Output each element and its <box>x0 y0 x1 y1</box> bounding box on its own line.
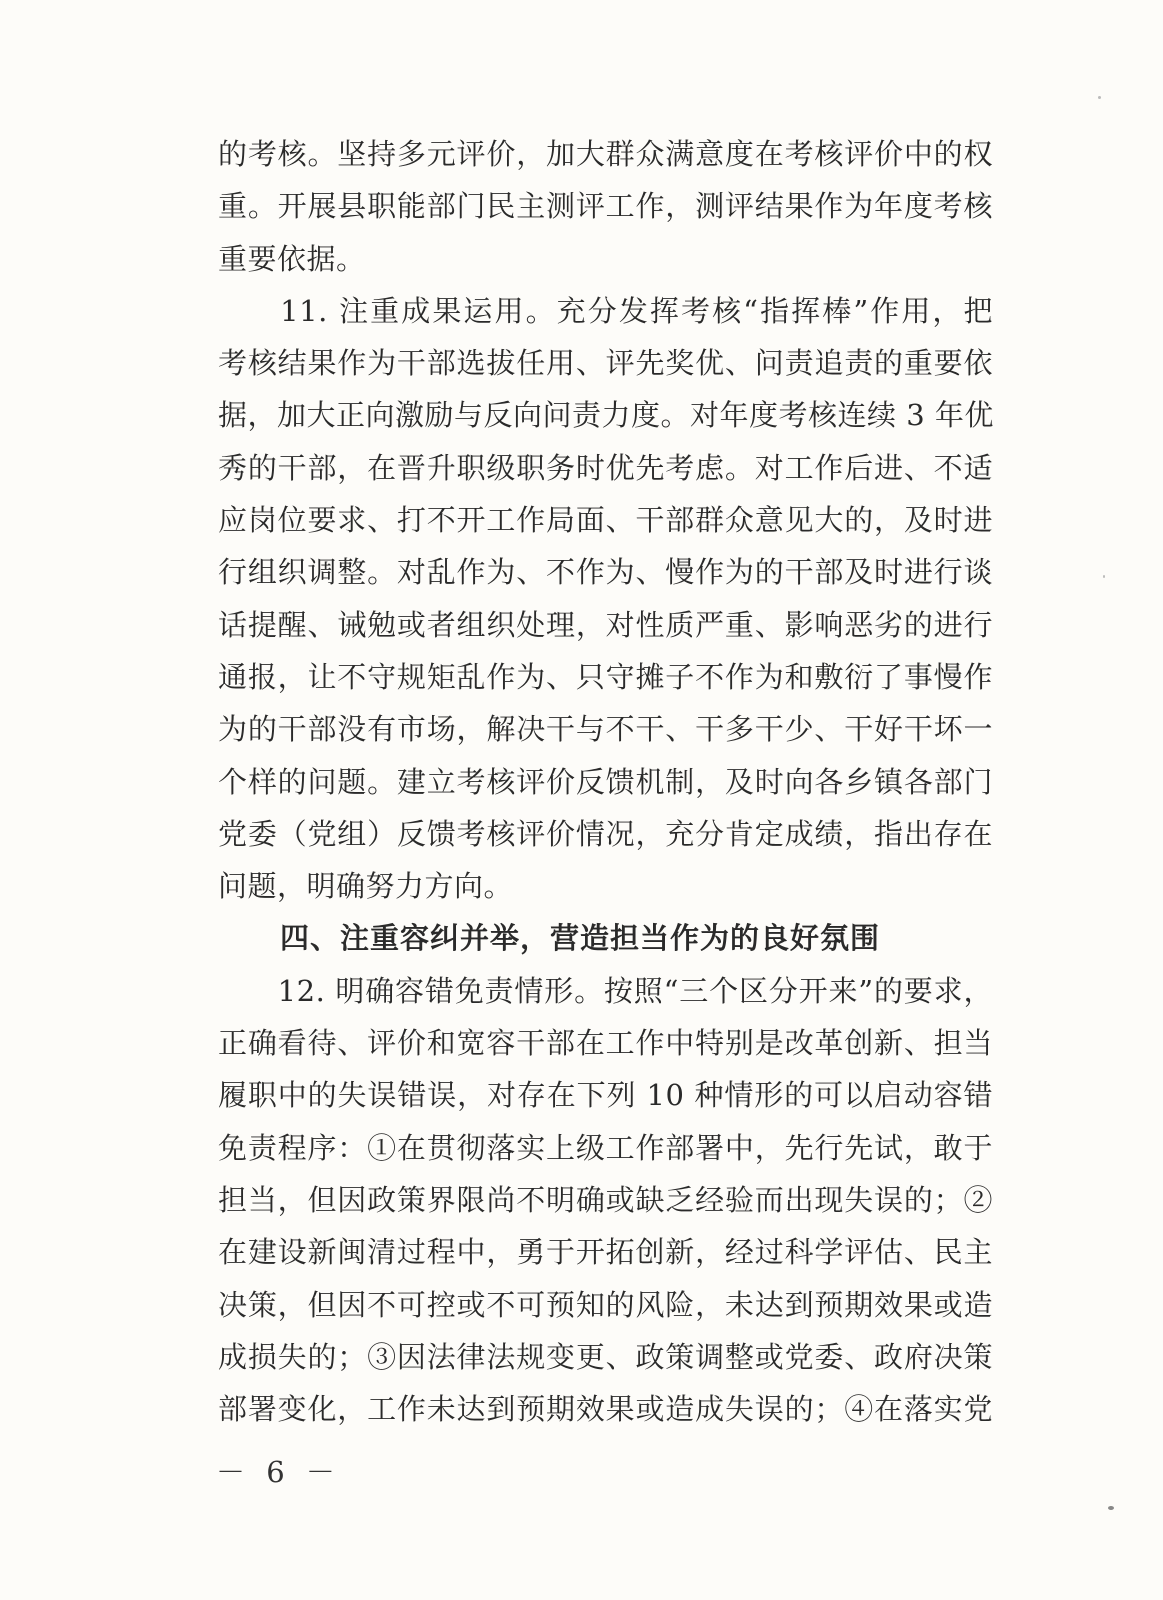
text-line: 据，加大正向激励与反向问责力度。对年度考核连续 3 年优 <box>218 398 994 433</box>
scan-speck <box>1108 1506 1114 1510</box>
text-line: 行组织调整。对乱作为、不作为、慢作为的干部及时进行谈 <box>218 555 993 590</box>
scan-speck <box>1103 575 1105 578</box>
text-line: 在建设新闽清过程中，勇于开拓创新，经过科学评估、民主 <box>218 1235 993 1270</box>
text-line: 个样的问题。建立考核评价反馈机制，及时向各乡镇各部门 <box>218 764 993 799</box>
text-line: 担当，但因政策界限尚不明确或缺乏经验而出现失误的；② <box>218 1182 993 1217</box>
scan-speck <box>1098 96 1101 99</box>
text-line: 12. 明确容错免责情形。按照“三个区分开来”的要求， <box>218 973 993 1008</box>
text-line: 重要依据。 <box>218 241 366 276</box>
text-line: 考核结果作为干部选拔任用、评先奖优、问责追责的重要依 <box>218 346 993 381</box>
text-line: 话提醒、诫勉或者组织处理，对性质严重、影响恶劣的进行 <box>218 607 993 642</box>
text-line: 的考核。坚持多元评价，加大群众满意度在考核评价中的权 <box>218 137 993 171</box>
text-line: 11. 注重成果运用。充分发挥考核“指挥棒”作用，把 <box>218 293 993 328</box>
text-line: 通报，让不守规矩乱作为、只守摊子不作为和敷衍了事慢作 <box>218 659 993 694</box>
body-text <box>218 128 993 1435</box>
text-line: 成损失的；③因法律法规变更、政策调整或党委、政府决策 <box>218 1339 993 1374</box>
text-line: 问题，明确努力方向。 <box>218 869 514 904</box>
text-line: 党委（党组）反馈考核评价情况，充分肯定成绩，指出存在 <box>218 816 993 851</box>
text-line: 秀的干部，在晋升职级职务时优先考虑。对工作后进、不适 <box>218 450 993 485</box>
text-line: 决策，但因不可控或不可预知的风险，未达到预期效果或造 <box>218 1287 993 1322</box>
text-line: 部署变化，工作未达到预期效果或造成失误的；④在落实党 <box>218 1392 993 1427</box>
text-line: 应岗位要求、打不开工作局面、干部群众意见大的，及时进 <box>218 503 993 538</box>
text-line: 免责程序：①在贯彻落实上级工作部署中，先行先试，敢于 <box>218 1130 993 1165</box>
text-line: 重。开展县职能部门民主测评工作，测评结果作为年度考核 <box>218 189 993 224</box>
page-number: － 6 － <box>216 1455 341 1489</box>
text-line: 正确看待、评价和宽容干部在工作中特别是改革创新、担当 <box>218 1026 993 1061</box>
section-heading: 四、注重容纠并举，营造担当作为的良好氛围 <box>280 921 881 956</box>
text-line: 为的干部没有市场，解决干与不干、干多干少、干好干坏一 <box>218 712 993 747</box>
text-line: 履职中的失误错误，对存在下列 10 种情形的可以启动容错 <box>218 1078 993 1113</box>
